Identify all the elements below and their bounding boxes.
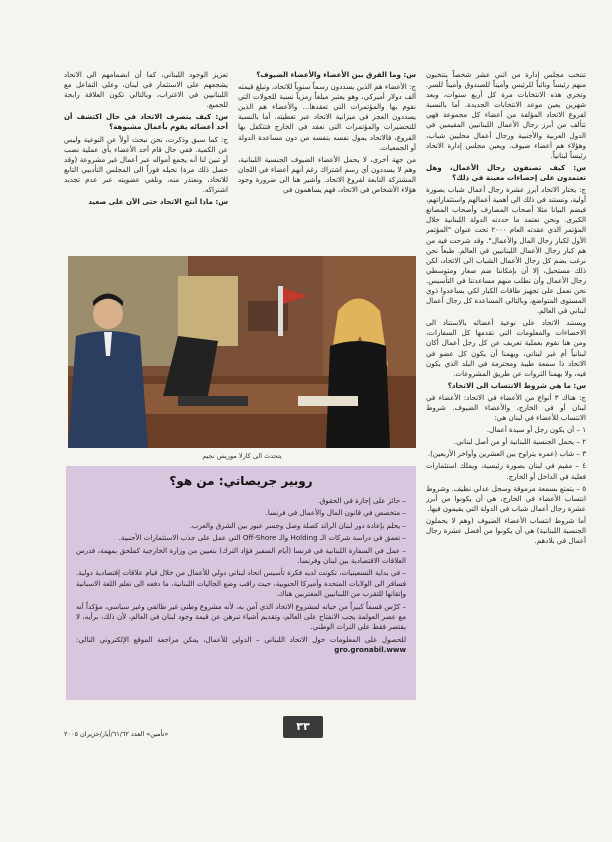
website-link[interactable]: gro.gronabil.www [334, 645, 406, 655]
paragraph: ويستند الاتحاد على نوعية أعضائه بالاستناد الى الاحصاءات والمعلومات التي تقدمها كل السفارات، ومن هنا نقوم بعملية تعريف عن كل رجل أعمال أكان لبنانياً أم غير لبناني، ويهمنا أن يكون كل عضو في الاتحاد ذا سمعة طيبة ومحترمة في البلد الذي يكون فيه، ولا يهمنا الثروات عن طريق المشروعات. [426, 318, 586, 378]
paragraph: ج: الأعضاء هم الذين يسددون رسماً سنوياً للاتحاد، وتبلغ قيمته ألف دولار أميركي، وهو يعتبر مبلغاً رمزياً نسبة للجولات التي نقوم بها والمؤتمرات التي تعقدها... والأعضاء هم الذين يسددون العجز في ميزانية الاتحاد عبر تغطيته. أما بالنسبة للتحضيرات والمؤتمرات التي تعقد في الخارج فتتكفل بها الفروع، فالاتحاد يمول نفسه بنفسه من دون مساعدة الدولة أو الجمعيات. [238, 82, 416, 152]
profile-item: – متخصص في قانون المال والأعمال في فرنسا. [265, 508, 406, 518]
profile-item: – في بداية التسعينيات، تكونت لديه فكرة تأسيس اتحاد لبناني دولي للأعمال من خلال قيام علاقات إقتصادية دولية. فسافر الى الولايات المتحدة وأميركا الجنوبية، حيث راقب وضع الجاليات اللبنانية، ما دفعه الى تعلم اللغة الاسبانية وإتقانها للتقرب من اللبنانيين المغتربين هناك. [76, 568, 406, 599]
article-column-left [64, 70, 228, 250]
paragraph: تنتخب مجلس إدارة من اثني عشر شخصاً ينتخبون منهم رئيساً ونائباً للرئيس وأميناً للصندوق وأميناً للسر. وتجري هذه الانتخابات مرة كل أربع سنوات، وبعد شهرين يعين موعد الانتخابات الجديدة. أما بالنسبة لفروع الاتحاد المؤلفة من أعضاء كل مجموعة فهي تتألف من أبرز رجال الأعمال اللبنانيين المقيمين في الدول العربية والأجنبية ورجال أعمال محليين شباب، وهؤلاء هم أعضاء ضيوف. ويعين مجلس إدارة الاتحاد رئيساً لبنانياً. [426, 70, 586, 160]
paragraph: ٤ – مقيم في لبنان بصورة رئيسية، ويملك استثمارات فعلية في الداخل أو الخارج. [426, 461, 586, 481]
paragraph: ٢ – يحمل الجنسية اللبنانية أو من أصل لبناني. [453, 437, 586, 447]
profile-item: – حائز على إجازة في الحقوق. [317, 496, 406, 505]
paragraph: ٥ – يتمتع بسمعة مرموقة وسجل عدلي نظيف. وشروط انتساب الأعضاء في الخارج، هي أن يكونوا من أبرز عشرة رجال أعمال شباب في الدولة التي يقيمون فيها. [426, 483, 586, 513]
profile-item: – يحلم بإعادة دور لبنان الرائد كصلة وصل وجسر عبور بين الشرق والغرب. [189, 520, 406, 530]
question: س: وما الفرق بين الأعضاء والأعضاء الضيوف؟ [256, 70, 416, 79]
article-column-right [426, 70, 586, 718]
paragraph: ج: يختار الاتحاد أبرز عشرة رجال أعمال شباب بصورة أولية، ونستند في ذلك الى أهمية أعمالهم واستثماراتهم، فيضم البيانا مثلا أصحاب المصارف وأصحاب المصانع الكبرى. ونحن نعتمد ما حددته الدولة اللبنانية خلال المؤتمر الذي عقدته العام ٢٠٠٠ تحت عنوان "المؤتمر الأول لكبار رجال المال والأعمال". وقد شرحت فيه من هم كبار رجال الأعمال اللبنانيين في العالم. طبعاً نحن نرغب بضم كل رجال الأعمال الشباب الى الاتحاد، لكن ذلك مستحيل، إلا أن بإمكاننا ضم صغار ومتوسطي رجال الأعمال وأن نطلب منهم مساعدتنا في التأسيس. نحن نعمل على تجهيز طاقات الكبار لكي يساعدوا ذوي المستوى المتواضع، وبالتالي المساعدة كل رجال أعمال لبناني في العالم. [426, 185, 586, 316]
paragraph: ٣ – شاب (عمره يتراوح بين العشرين وأواخر الأربعين). [427, 449, 586, 459]
profile-item: – عمل في السفارة اللبنانية في فرنسا (أيام السفير فؤاد الترك) بتعيين من وزارة الخارجية كملحق بمهمة، فدرس العلاقات الاقتصادية بين لبنان وفرنسا. [76, 545, 406, 566]
profile-item: – تعمق في دراسة شركات الـ Holding والـ Off-Shore التي عمل على جذب الاستثمارات الأجنبية. [118, 533, 406, 543]
page-footer [64, 724, 584, 740]
paragraph: أما شروط انتساب الأعضاء الضيوف (وهم لا يحملون الجنسية اللبنانية) هي أن يكونوا من أفضل عشرة رجال أعمال في بلادهم. [426, 515, 586, 546]
profile-title: روبير جريصاتي: من هو؟ [169, 474, 313, 488]
interview-photo-illustration [68, 256, 416, 448]
paragraph: ج: هناك ٣ أنواع من الأعضاء في الاتحاد: الأعضاء في لبنان أو في الخارج، والأعضاء الضيوف. شروط الانتساب للأعضاء في لبنان هي: [426, 392, 586, 423]
paragraph: ج: كما سبق وذكرت، نحن نبحث أولاً عن النوعية وليس عن الكمية. ففي حال قام أحد الأعضاء بأي عملية نصب أو تبين لنا أنه يجمع أمواله عبر أعمال غير مشروعة (وقد حصل ذلك مرة) نحيله فوراً الى المجلس التأديبي التابع للاتحاد، ونعتذر منه، ونلغي عضويته عبر عدم تجديد اشتراكه. [64, 134, 228, 195]
photo-caption: يتحدث الى كارلا موريس نجيم [202, 452, 282, 460]
profile-box [66, 466, 416, 700]
issue-line: «تأمين» العدد ٦١/٦٢/أيار/حزيران ٢٠٠٥ [64, 730, 169, 738]
page-number: ٣٣ [283, 716, 323, 738]
interview-photo [68, 256, 416, 448]
profile-closing: للحصول على المعلومات حول الاتحاد اللبناني – الدولي للأعمال، يمكن مراجعة الموقع الإلكتروني التالي: gro.gronabil.www [76, 634, 406, 655]
question: س: كيف تصنفون رجال الأعمال، وهل تعتمدون على إحصاءات معينة في ذلك؟ [426, 162, 586, 182]
article-column-middle [238, 70, 416, 250]
question: س: كيف يتصرف الاتحاد في حال اكتشف أن أحد أعضائه يقوم بأعمال مشبوهة؟ [64, 112, 228, 132]
question: س: ما هي شروط الانتساب الى الاتحاد؟ [447, 380, 586, 390]
profile-body [76, 496, 406, 658]
paragraph: ١ – أن يكون رجل أو سيدة أعمال. [486, 425, 586, 435]
paragraph: من جهة أخرى، لا يحمل الأعضاء الضيوف الجنسية اللبنانية، وهم لا يسددون أي رسم اشتراك رغم أنهم أعضاء في اللجان المشتركة التابعة لفروع الاتحاد. وأشير هنا الى ضرورة وجود هؤلاء الأشخاص في الاتحاد، فهم يساهمون في [238, 154, 416, 195]
profile-item: – كرّس قسماً كبيراً من حياته لمشروع الاتحاد الذي آمن به، لأنه مشروع وطني غير طائفي وغير سياسي، مؤكداً أنه مع عصر العولمة يجب الانفتاح على العالم، وتقديم أشياء تبرهن عن قيمة وجود لبنان في العالم، لأن ذلك، برأيه، لا يقتصر فقط على التراث الوطني. [76, 601, 406, 632]
paragraph: تعزيز الوجود اللبناني، كما أن انضمامهم الى الاتحاد يشجعهم على الاستثمار في لبنان، وعلى التفاعل مع اللبنانيين في الاغتراب، وبالتالي تكون العلاقة رابحة للجميع. [64, 70, 228, 110]
question: س: ماذا أنتج الاتحاد حتى الآن على صعيد [88, 197, 228, 207]
